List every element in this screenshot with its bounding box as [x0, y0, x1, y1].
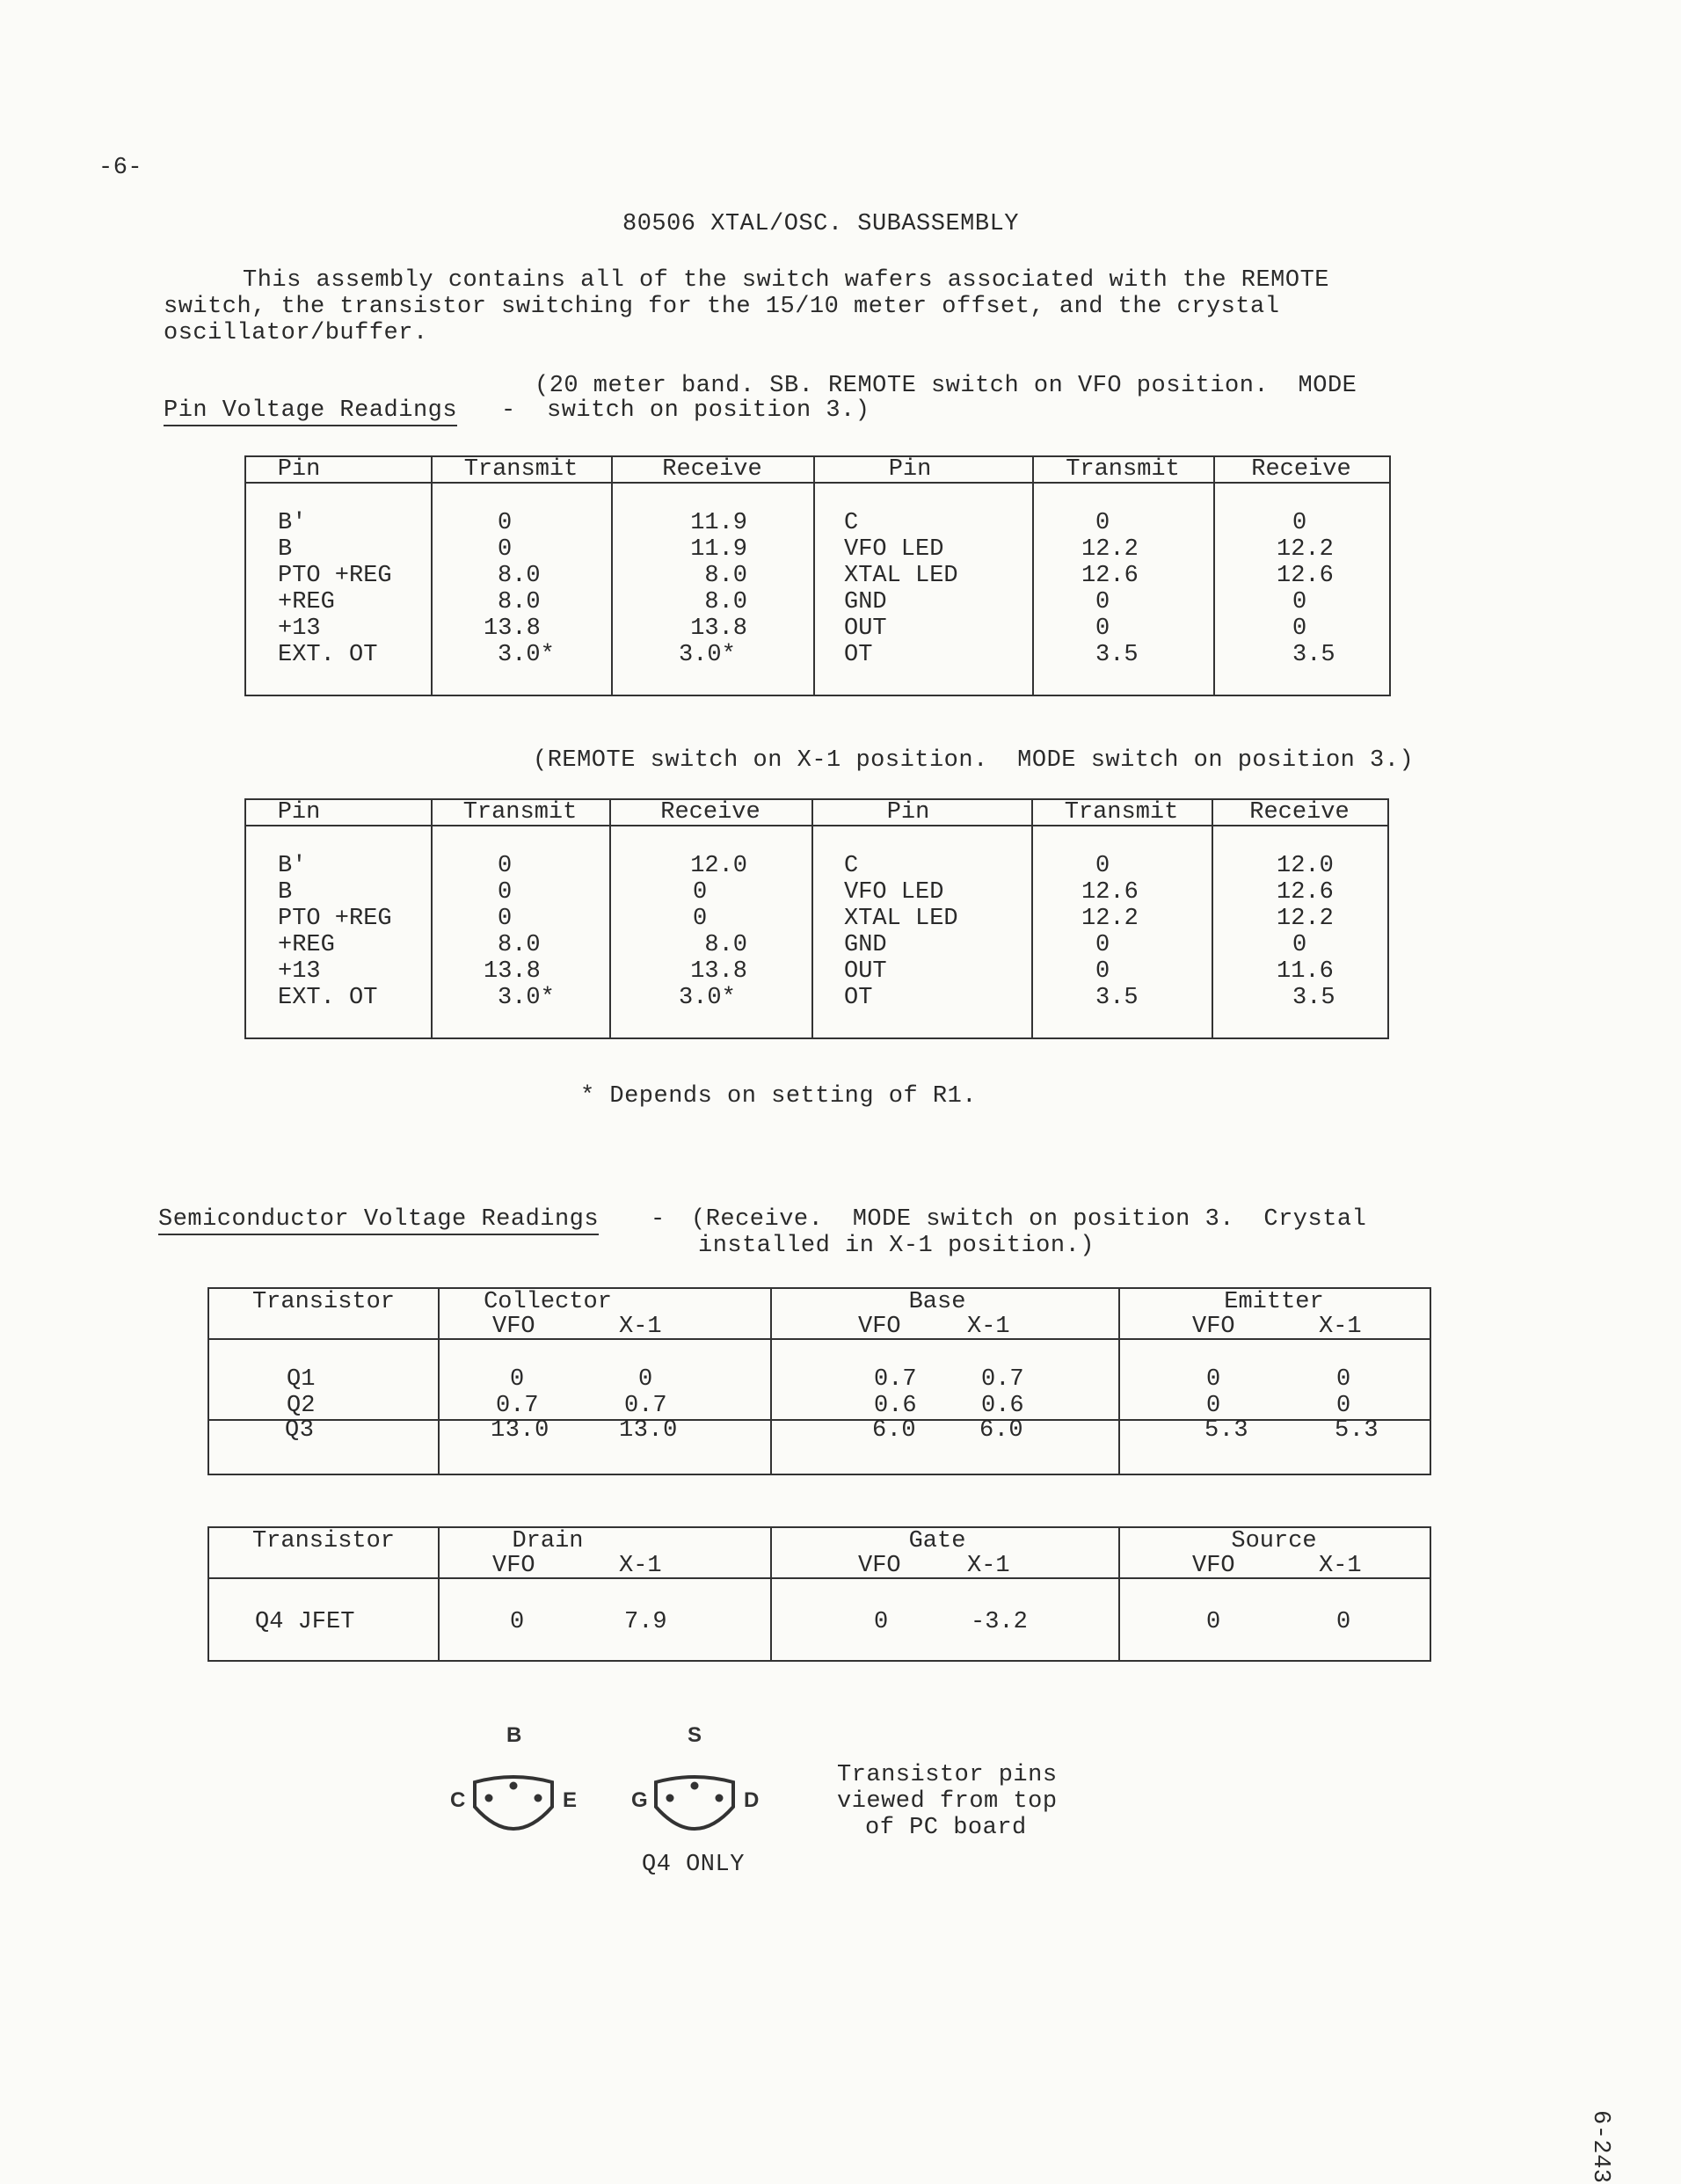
receive-value: 12.0 [690, 853, 747, 879]
col-header-emitter: Emitter [1224, 1289, 1324, 1315]
pin-dot [535, 1795, 542, 1802]
pin-name: GND [844, 589, 887, 615]
col-header-collector: Collector [484, 1289, 612, 1315]
pin-name: +13 [278, 958, 321, 985]
source-x1: 0 [1336, 1609, 1351, 1635]
receive-value: 0 [1292, 615, 1307, 642]
sub-header-vfo: VFO [858, 1314, 901, 1340]
source-vfo: 0 [1206, 1609, 1221, 1635]
pin-dot [716, 1795, 724, 1802]
base-x1: 6.0 [979, 1417, 1024, 1444]
receive-value: 0 [1292, 510, 1307, 536]
receive-value: 12.0 [1277, 853, 1334, 879]
transmit-value: 3.5 [1095, 985, 1139, 1011]
receive-value: 0 [693, 906, 708, 932]
col-header-source: Source [1231, 1528, 1317, 1554]
sub-header-x1: X-1 [967, 1553, 1010, 1579]
sub-header-vfo: VFO [858, 1553, 901, 1579]
base-x1: 0.7 [981, 1366, 1024, 1393]
emitter-pin-label: E [563, 1788, 578, 1812]
semi-readings-heading: Semiconductor Voltage Readings [158, 1206, 599, 1235]
emitter-x1: 0 [1336, 1366, 1351, 1393]
col-header-pin: Pin [886, 799, 930, 826]
pin-name: C [844, 510, 859, 536]
pin-name: B' [278, 853, 307, 879]
transmit-value: 8.0 [498, 563, 541, 589]
transmit-value: 3.0* [498, 985, 555, 1011]
drain-vfo: 0 [510, 1609, 525, 1635]
collector-x1: 13.0 [619, 1417, 678, 1444]
col-header-pin: Pin [277, 799, 321, 826]
transmit-value: 0 [498, 510, 513, 536]
pin-name: C [844, 853, 859, 879]
emitter-x1: 5.3 [1335, 1417, 1379, 1444]
col-header-transistor: Transistor [251, 1289, 396, 1315]
pin-name: XTAL LED [844, 563, 958, 589]
col-header-pin: Pin [277, 456, 321, 483]
emitter-vfo: 5.3 [1204, 1417, 1249, 1444]
pin-dot [666, 1795, 674, 1802]
col-header-receive: Receive [660, 799, 760, 826]
transmit-value: 0 [1095, 853, 1110, 879]
pin-name: PTO +REG [278, 906, 392, 932]
receive-value: 0 [1292, 589, 1307, 615]
transmit-value: 0 [1095, 589, 1110, 615]
pin-dot [485, 1795, 493, 1802]
collector-vfo: 13.0 [491, 1417, 549, 1444]
transmit-value: 0 [1095, 958, 1110, 985]
col-header-receive: Receive [1249, 799, 1350, 826]
pin-name: VFO LED [844, 536, 944, 563]
sub-header-vfo: VFO [1192, 1553, 1235, 1579]
pin-name: VFO LED [844, 879, 944, 906]
receive-value: 11.6 [1277, 958, 1334, 985]
receive-value: 0 [693, 879, 708, 906]
pin-name: +REG [278, 589, 335, 615]
transmit-value: 3.5 [1095, 642, 1139, 668]
pin-name: B [278, 879, 293, 906]
bjt-table-extension [207, 1417, 1431, 1475]
pin-name: OUT [844, 615, 887, 642]
receive-value: 8.0 [704, 589, 747, 615]
fet-pinout-diagram [621, 1719, 779, 1851]
pin-name: EXT. OT [278, 985, 378, 1011]
receive-value: 3.5 [1292, 642, 1335, 668]
receive-value: 8.0 [704, 932, 747, 958]
pin-name: OT [844, 985, 873, 1011]
col-header-receive: Receive [1251, 456, 1351, 483]
receive-value: 11.9 [690, 536, 747, 563]
transistor-name: Q4 JFET [255, 1609, 355, 1635]
section-title: 80506 XTAL/OSC. SUBASSEMBLY [622, 211, 1019, 237]
sub-header-x1: X-1 [967, 1314, 1010, 1340]
sub-header-vfo: VFO [1192, 1314, 1235, 1340]
transmit-value: 0 [498, 906, 513, 932]
transmit-value: 13.8 [484, 615, 541, 642]
base-x1: 0.6 [981, 1393, 1024, 1419]
transistor-name: Q3 [285, 1417, 315, 1444]
pinout-caption-line-3: of PC board [865, 1815, 1027, 1841]
receive-value: 13.8 [690, 615, 747, 642]
receive-value: 8.0 [704, 563, 747, 589]
transmit-value: 3.0* [498, 642, 555, 668]
semi-readings-note-line-2: installed in X-1 position.) [698, 1233, 1095, 1259]
pin-readings-note-line-2: switch on position 3.) [547, 397, 870, 424]
col-header-drain: Drain [512, 1528, 584, 1554]
base-vfo: 0.7 [874, 1366, 917, 1393]
source-pin-label: S [688, 1723, 702, 1747]
transmit-value: 13.8 [484, 958, 541, 985]
page-number: -6- [98, 155, 143, 181]
transmit-value: 0 [1095, 932, 1110, 958]
transmit-value: 12.6 [1081, 879, 1139, 906]
pin-readings-note-2: (REMOTE switch on X-1 position. MODE switch on position 3.) [533, 747, 1415, 774]
collector-x1: 0 [638, 1366, 653, 1393]
pin-name: B' [278, 510, 307, 536]
pin-name: OT [844, 642, 873, 668]
pin-name: +REG [278, 932, 335, 958]
transistor-name: Q2 [287, 1393, 316, 1419]
pin-readings-note-line-1: (20 meter band. SB. REMOTE switch on VFO position. MODE [535, 373, 1357, 399]
sub-header-x1: X-1 [619, 1553, 662, 1579]
transmit-value: 8.0 [498, 589, 541, 615]
receive-value: 3.0* [679, 642, 736, 668]
col-header-transmit: Transmit [1066, 456, 1180, 483]
base-vfo: 6.0 [872, 1417, 917, 1444]
semi-readings-note-line-1: (Receive. MODE switch on position 3. Crystal [691, 1206, 1367, 1233]
collector-pin-label: C [450, 1788, 466, 1812]
receive-value: 12.2 [1277, 906, 1334, 932]
transmit-value: 0 [1095, 510, 1110, 536]
q4-only-caption: Q4 ONLY [642, 1852, 745, 1878]
pin-readings-dash: - [501, 397, 516, 424]
base-vfo: 0.6 [874, 1393, 917, 1419]
col-header-gate: Gate [908, 1528, 966, 1554]
transmit-value: 0 [498, 879, 513, 906]
pin-name: XTAL LED [844, 906, 958, 932]
pin-table-x1 [244, 798, 1389, 1039]
fet-table [207, 1526, 1431, 1662]
transmit-value: 0 [498, 853, 513, 879]
col-header-base: Base [908, 1289, 966, 1315]
pin-name: EXT. OT [278, 642, 378, 668]
pin-table-vfo [244, 455, 1391, 696]
gate-vfo: 0 [874, 1609, 889, 1635]
intro-line-2: switch, the transistor switching for the 15/10 meter offset, and the crystal [164, 294, 1280, 320]
collector-vfo: 0 [510, 1366, 525, 1393]
intro-line-3: oscillator/buffer. [164, 320, 428, 346]
emitter-vfo: 0 [1206, 1366, 1221, 1393]
sub-header-x1: X-1 [1319, 1314, 1362, 1340]
collector-vfo: 0.7 [496, 1393, 539, 1419]
pinout-caption-line-2: viewed from top [837, 1788, 1058, 1815]
receive-value: 3.5 [1292, 985, 1335, 1011]
bjt-table [207, 1287, 1431, 1421]
col-header-receive: Receive [662, 456, 762, 483]
pin-name: PTO +REG [278, 563, 392, 589]
transmit-value: 0 [1095, 615, 1110, 642]
pin-name: +13 [278, 615, 321, 642]
base-pin-label: B [506, 1723, 522, 1747]
gate-pin-label: G [631, 1788, 648, 1812]
sub-header-vfo: VFO [492, 1553, 535, 1579]
pinout-caption-line-1: Transistor pins [837, 1762, 1058, 1788]
gate-x1: -3.2 [971, 1609, 1028, 1635]
receive-value: 3.0* [679, 985, 736, 1011]
side-page-code: 6-243 [1587, 2110, 1613, 2184]
footnote: * Depends on setting of R1. [580, 1083, 977, 1110]
receive-value: 13.8 [690, 958, 747, 985]
sub-header-x1: X-1 [619, 1314, 662, 1340]
intro-line-1: This assembly contains all of the switch wafers associated with the REMOTE [243, 267, 1329, 294]
semi-readings-dash: - [651, 1206, 666, 1233]
collector-x1: 0.7 [624, 1393, 667, 1419]
transmit-value: 12.2 [1081, 906, 1139, 932]
pin-dot [691, 1782, 699, 1790]
col-header-transmit: Transmit [463, 456, 579, 483]
drain-x1: 7.9 [624, 1609, 667, 1635]
col-header-pin: Pin [888, 456, 932, 483]
bjt-pinout-diagram [440, 1719, 598, 1851]
receive-value: 12.6 [1277, 563, 1334, 589]
transmit-value: 12.6 [1081, 563, 1139, 589]
emitter-vfo: 0 [1206, 1393, 1221, 1419]
transmit-value: 12.2 [1081, 536, 1139, 563]
col-header-transmit: Transmit [462, 799, 578, 826]
pin-name: B [278, 536, 293, 563]
receive-value: 12.6 [1277, 879, 1334, 906]
pin-name: OUT [844, 958, 887, 985]
pin-dot [510, 1782, 518, 1790]
col-header-transistor: Transistor [251, 1528, 396, 1554]
receive-value: 11.9 [690, 510, 747, 536]
pin-readings-heading: Pin Voltage Readings [164, 397, 457, 426]
col-header-transmit: Transmit [1064, 799, 1179, 826]
receive-value: 12.2 [1277, 536, 1334, 563]
transmit-value: 8.0 [498, 932, 541, 958]
sub-header-x1: X-1 [1319, 1553, 1362, 1579]
transistor-name: Q1 [287, 1366, 316, 1393]
receive-value: 0 [1292, 932, 1307, 958]
sub-header-vfo: VFO [492, 1314, 535, 1340]
transmit-value: 0 [498, 536, 513, 563]
drain-pin-label: D [744, 1788, 760, 1812]
pin-name: GND [844, 932, 887, 958]
emitter-x1: 0 [1336, 1393, 1351, 1419]
